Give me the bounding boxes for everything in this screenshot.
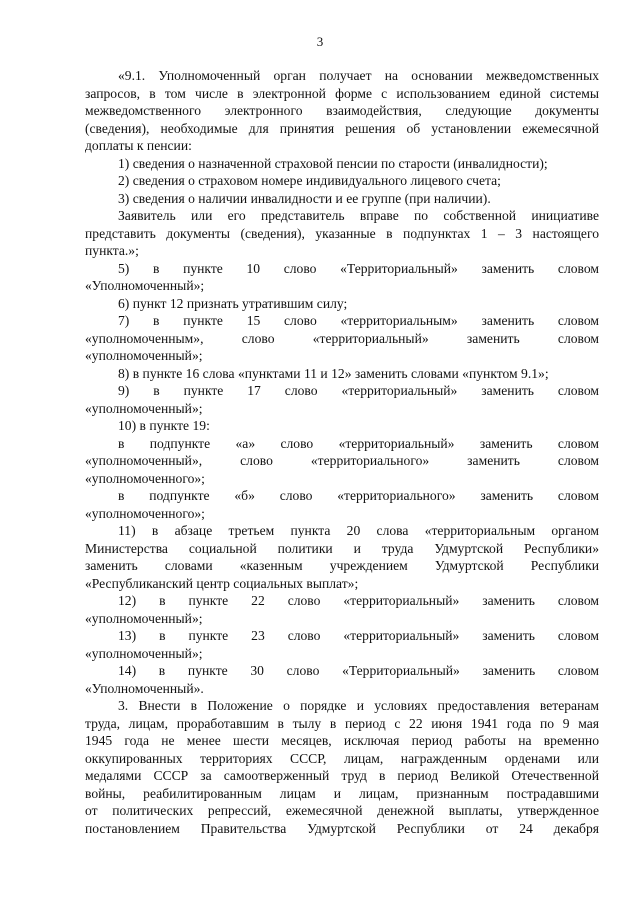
page-number: 3	[316, 34, 324, 49]
paragraph-line: межведомственного электронного взаимодействия, следующие документы	[85, 103, 599, 118]
paragraph-line: «Уполномоченный»;	[85, 278, 205, 293]
paragraph-line: 3. Внести в Положение о порядке и условиях предоставления ветеранам	[118, 698, 599, 713]
paragraph-line: 6) пункт 12 признать утратившим силу;	[118, 295, 348, 311]
paragraph-line: «уполномоченный»;	[85, 400, 203, 416]
paragraph-line: постановлением Правительства Удмуртской Республики от 24 декабря	[85, 820, 599, 836]
paragraph-line: войны, реабилитированным лицам и лицам, признанным пострадавшими	[85, 785, 599, 801]
paragraph-p2	[85, 155, 599, 173]
paragraph-p18	[85, 697, 599, 837]
paragraph-line: оккупированных территориях СССР, лицам, награжденным орденами или	[85, 750, 599, 766]
paragraph-line: Заявитель или его представитель вправе по собственной инициативе	[118, 208, 599, 223]
paragraph-line: 2) сведения о страховом номере индивидуального лицевого счета;	[118, 173, 501, 188]
paragraph-p10	[85, 382, 599, 417]
paragraph-line: 13) в пункте 23 слово «территориальный» заменить словом	[118, 628, 599, 643]
paragraph-line: (сведения), необходимые для принятия решения об установлении ежемесячной	[85, 120, 599, 136]
paragraph-line: 1) сведения о назначенной страховой пенсии по старости (инвалидности);	[118, 155, 548, 171]
document-body	[85, 67, 599, 837]
paragraph-line: «уполномоченным», слово «территориальный» заменить словом	[85, 330, 599, 346]
paragraph-p4	[85, 190, 599, 208]
paragraph-line: 9) в пункте 17 слово «территориальный» заменить словом	[118, 383, 599, 398]
paragraph-line: «уполномоченный»;	[85, 348, 203, 363]
paragraph-p7	[85, 295, 599, 313]
paragraph-line: Министерства социальной политики и труда Удмуртской Республики»	[85, 540, 599, 556]
paragraph-p12	[85, 435, 599, 488]
paragraph-line: 14) в пункте 30 слово «Территориальный» заменить словом	[118, 663, 599, 678]
paragraph-line: 8) в пункте 16 слова «пунктами 11 и 12» заменить словами «пунктом 9.1»;	[118, 365, 549, 381]
paragraph-line: заменить словами «казенным учреждением Удмуртской Республики	[85, 558, 599, 573]
paragraph-line: от политических репрессий, ежемесячной денежной выплаты, утвержденное	[85, 803, 599, 818]
paragraph-line: «уполномоченный»;	[85, 610, 203, 626]
paragraph-line: 5) в пункте 10 слово «Территориальный» заменить словом	[118, 260, 599, 276]
paragraph-line: «9.1. Уполномоченный орган получает на основании межведомственных	[118, 68, 599, 83]
paragraph-line: «уполномоченного»;	[85, 470, 205, 486]
paragraph-line: медалями СССР за самоотверженный труд в период Великой Отечественной	[85, 768, 599, 783]
paragraph-line: представить документы (сведения), указанные в подпунктах 1 – 3 настоящего	[85, 225, 599, 241]
paragraph-line: «уполномоченного»;	[85, 505, 205, 521]
paragraph-line: 11) в абзаце третьем пункта 20 слова «территориальным органом	[118, 523, 599, 538]
paragraph-p17	[85, 662, 599, 697]
paragraph-p5	[85, 207, 599, 260]
paragraph-line: труда, лицам, проработавшим в тылу в период с 22 июня 1941 года по 9 мая	[85, 715, 599, 731]
paragraph-line: 1945 года не менее шести месяцев, исключая период работы на временно	[85, 733, 599, 748]
paragraph-line: 10) в пункте 19:	[118, 418, 210, 433]
paragraph-line: 12) в пункте 22 слово «территориальный» заменить словом	[118, 593, 599, 608]
paragraph-line: 3) сведения о наличии инвалидности и ее группе (при наличии).	[118, 190, 491, 206]
paragraph-p15	[85, 592, 599, 627]
paragraph-line: доплаты к пенсии:	[85, 138, 192, 153]
paragraph-line: «уполномоченный», слово «территориального» заменить словом	[85, 453, 599, 468]
paragraph-line: в подпункте «б» слово «территориального» заменить словом	[118, 488, 599, 503]
paragraph-p8	[85, 312, 599, 365]
paragraph-line: «Республиканский центр социальных выплат»;	[85, 575, 359, 591]
paragraph-line: запросов, в том числе в электронной форме с использованием единой системы	[85, 85, 599, 101]
paragraph-line: 7) в пункте 15 слово «территориальным» заменить словом	[118, 313, 599, 328]
paragraph-line: «Уполномоченный».	[85, 680, 204, 696]
paragraph-p3	[85, 172, 599, 190]
paragraph-p13	[85, 487, 599, 522]
paragraph-line: в подпункте «а» слово «территориальный» заменить словом	[118, 435, 599, 451]
paragraph-p9	[85, 365, 599, 383]
paragraph-p14	[85, 522, 599, 592]
paragraph-p6	[85, 260, 599, 295]
paragraph-p16	[85, 627, 599, 662]
paragraph-p1	[85, 67, 599, 155]
paragraph-p11	[85, 417, 599, 435]
paragraph-line: пункта.»;	[85, 243, 139, 258]
paragraph-line: «уполномоченный»;	[85, 645, 203, 661]
